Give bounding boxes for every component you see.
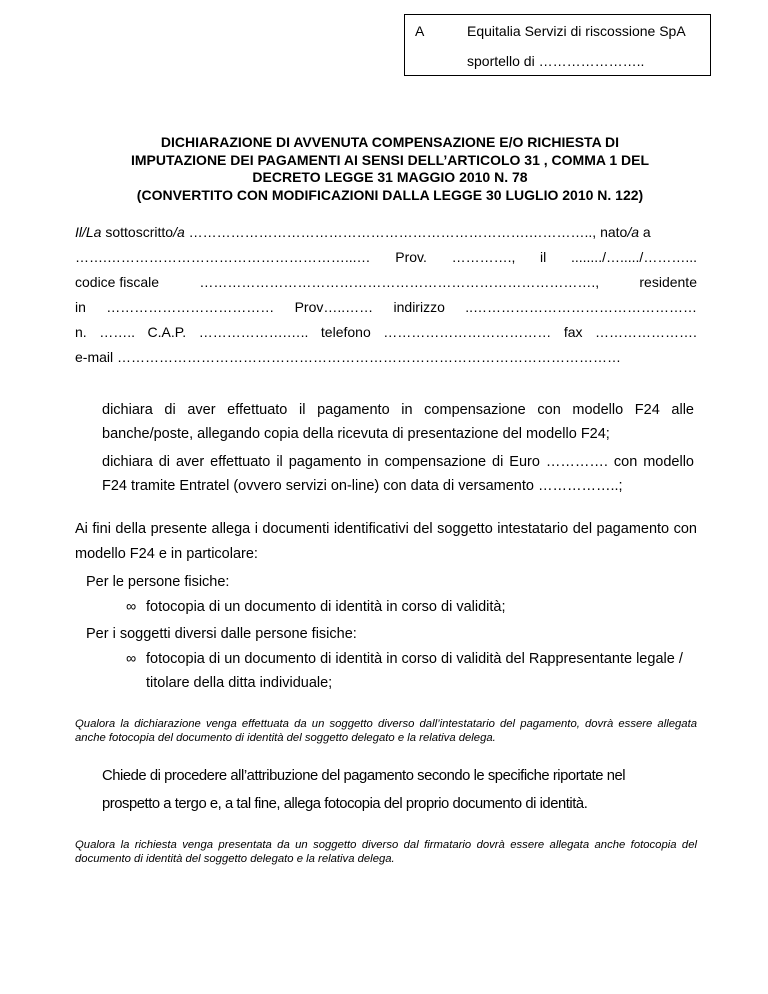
label-sottoscritto-suffix: /a xyxy=(173,224,185,240)
attachments-intro-text: Ai fini della presente allega i documenti identificativi del soggetto intestatario del pagamento con modello F24 e in particolare: xyxy=(75,521,697,562)
others-bullet-item xyxy=(126,647,696,695)
others-bullet-text: fotocopia di un documento di identità in corso di validità del Rappresentante legale / titolare della ditta individuale; xyxy=(146,651,683,691)
fax-fill-field[interactable]: …………………. xyxy=(595,324,697,340)
cap-fill-field[interactable]: ……………….….. xyxy=(198,324,309,340)
address-fill-field[interactable]: ..………………………………………… xyxy=(465,299,697,315)
label-a: a xyxy=(639,224,651,240)
phone-fill-field[interactable]: ……………………………… xyxy=(383,324,552,340)
declarations xyxy=(102,398,694,498)
label-nato-suffix: /a xyxy=(627,224,640,240)
persons-bullet-text: fotocopia di un documento di identità in corso di validità; xyxy=(146,599,506,615)
addressee-name: Equitalia Servizi di riscossione SpA xyxy=(467,23,686,39)
field-row-name xyxy=(75,223,697,248)
birth-date-fill-field[interactable]: ......../…...../………... xyxy=(570,249,697,265)
request-statement xyxy=(102,762,702,818)
birth-prov-fill-field[interactable]: …………., xyxy=(451,249,516,265)
declaration-bank-compensation: dichiara di aver effettuato il pagamento in compensazione con modello F24 alle banche/poste, allegando copia della ricevuta di presentazione del modello F24; xyxy=(102,402,694,442)
label-residente: residente xyxy=(639,274,697,290)
label-sottoscritto: sottoscritto xyxy=(101,224,174,240)
label-codice-fiscale: codice fiscale xyxy=(75,274,160,290)
label-indirizzo: indirizzo xyxy=(393,299,445,315)
title-line-1: DICHIARAZIONE DI AVVENUTA COMPENSAZIONE E/O RICHIESTA DI xyxy=(160,134,620,150)
others-label: Per i soggetti diversi dalle persone fisiche: xyxy=(86,626,357,642)
declaration-entratel-compensation: dichiara di aver effettuato il pagamento in compensazione di Euro …………. con modello F24 tramite Entratel (ovvero servizi on-line) con data di versamento ……………..; xyxy=(102,454,694,494)
field-row-birth xyxy=(75,248,697,273)
label-il-la: Il/La xyxy=(75,224,102,240)
field-row-residence xyxy=(75,298,697,323)
bullet-icon: ∞ xyxy=(126,651,137,667)
label-cap: C.A.P. xyxy=(147,324,187,340)
birthplace-fill-field[interactable]: …….……………………………………………...… xyxy=(75,249,371,265)
label-prov: Prov. xyxy=(395,249,427,265)
title-line-2: IMPUTAZIONE DEI PAGAMENTI AI SENSI DELL’ARTICOLO 31 , COMMA 1 DEL xyxy=(130,151,650,168)
email-fill-field[interactable]: ……………………………………………………………………………………………… xyxy=(117,349,622,365)
delegation-note: Qualora la dichiarazione venga effettuata da un soggetto diverso dall’intestatario del pagamento, dovrà essere allegata anche fotocopia del documento di identità del soggetto delegato e la relativa delega. xyxy=(75,718,697,744)
field-row-contacts xyxy=(75,323,697,348)
house-number-fill-field[interactable]: …….. xyxy=(99,324,135,340)
label-il: il xyxy=(540,249,547,265)
addressee-office: sportello di ………………….. xyxy=(467,53,645,69)
signatory-note: Qualora la richiesta venga presentata da un soggetto diverso dal firmatario dovrà essere allegata anche fotocopia del documento di identità del soggetto delegato e la relativa delega. xyxy=(75,839,697,865)
label-email: e-mail xyxy=(75,349,114,365)
addressee-letter: A xyxy=(415,23,425,39)
addressee-box xyxy=(404,14,711,76)
request-line-2: prospetto a tergo e, a tal fine, allega fotocopia del proprio documento di identità. xyxy=(102,796,588,812)
label-nato: nato xyxy=(596,224,628,240)
residence-prov-fill-field[interactable]: Prov…..…… xyxy=(294,299,374,315)
label-n: n. xyxy=(75,324,87,340)
residence-city-fill-field[interactable]: ……………………………… xyxy=(106,299,275,315)
persons-bullet-item xyxy=(126,595,696,619)
label-telefono: telefono xyxy=(320,324,371,340)
label-fax: fax xyxy=(563,324,583,340)
attachments-intro xyxy=(75,517,697,567)
personal-data-fields xyxy=(75,223,697,373)
tax-code-fill-field[interactable]: …………………………………………………………………………., xyxy=(199,274,600,290)
title-line-3: DECRETO LEGGE 31 MAGGIO 2010 N. 78 xyxy=(252,169,528,185)
bullet-icon: ∞ xyxy=(126,599,137,615)
persons-label: Per le persone fisiche: xyxy=(86,574,230,590)
name-fill-field[interactable]: ……………………………………………………………….………….., xyxy=(184,224,597,240)
field-row-tax-code xyxy=(75,273,697,298)
request-line-1: Chiede di procedere all’attribuzione del pagamento secondo le specifiche riportate nel xyxy=(102,768,626,784)
document-title xyxy=(70,134,710,204)
field-row-email xyxy=(75,348,697,373)
title-line-4: (CONVERTITO CON MODIFICAZIONI DALLA LEGGE 30 LUGLIO 2010 N. 122) xyxy=(136,186,644,203)
label-in: in xyxy=(75,299,86,315)
